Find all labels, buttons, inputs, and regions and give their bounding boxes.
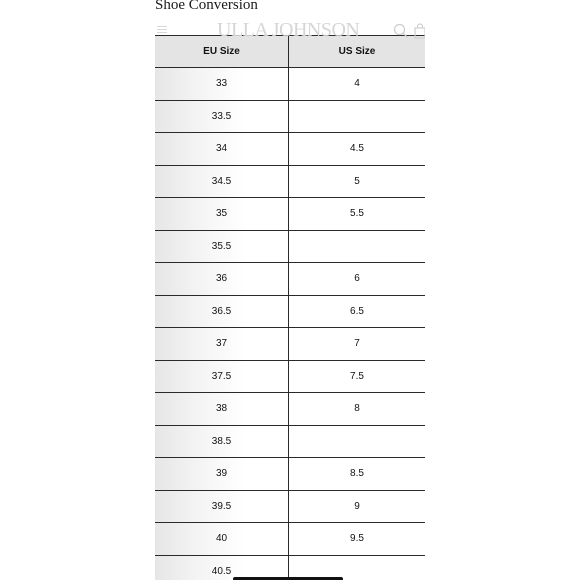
table-row <box>155 523 425 556</box>
us-size-cell: 4.5 <box>289 133 425 165</box>
table-row <box>155 133 425 166</box>
us-size-cell: 5 <box>289 166 425 198</box>
us-size-cell <box>289 426 425 458</box>
eu-size-cell: 34 <box>155 133 289 165</box>
brand-logo[interactable]: ULLA JOHNSON <box>217 19 360 41</box>
table-row <box>155 198 425 231</box>
us-size-cell: 4 <box>289 68 425 100</box>
us-size-cell: 6.5 <box>289 296 425 328</box>
us-size-cell: 8 <box>289 393 425 425</box>
us-size-cell: 9.5 <box>289 523 425 555</box>
table-row <box>155 101 425 134</box>
eu-size-cell: 40.5 <box>155 556 289 580</box>
search-icon[interactable] <box>393 23 409 39</box>
us-size-cell: 7 <box>289 328 425 360</box>
eu-size-cell: 37.5 <box>155 361 289 393</box>
shopping-bag-icon[interactable] <box>414 23 425 39</box>
column-header-eu: EU Size <box>155 36 289 67</box>
us-size-cell: 5.5 <box>289 198 425 230</box>
page-title: Shoe Conversion <box>155 0 258 13</box>
eu-size-cell: 34.5 <box>155 166 289 198</box>
table-row <box>155 458 425 491</box>
eu-size-cell: 39 <box>155 458 289 490</box>
table-row <box>155 296 425 329</box>
table-row <box>155 231 425 264</box>
us-size-cell: 9 <box>289 491 425 523</box>
eu-size-cell: 39.5 <box>155 491 289 523</box>
table-row <box>155 68 425 101</box>
us-size-cell <box>289 231 425 263</box>
site-header <box>155 14 425 41</box>
us-size-cell: 6 <box>289 263 425 295</box>
eu-size-cell: 33.5 <box>155 101 289 133</box>
table-row <box>155 393 425 426</box>
table-row <box>155 328 425 361</box>
table-row <box>155 426 425 459</box>
table-row <box>155 263 425 296</box>
size-conversion-table <box>155 35 425 580</box>
table-row <box>155 491 425 524</box>
eu-size-cell: 38 <box>155 393 289 425</box>
column-header-us: US Size <box>289 36 425 67</box>
menu-icon[interactable] <box>157 26 167 34</box>
eu-size-cell: 40 <box>155 523 289 555</box>
us-size-cell: 8.5 <box>289 458 425 490</box>
table-row <box>155 361 425 394</box>
eu-size-cell: 37 <box>155 328 289 360</box>
eu-size-cell: 35 <box>155 198 289 230</box>
eu-size-cell: 36.5 <box>155 296 289 328</box>
us-size-cell <box>289 101 425 133</box>
table-row <box>155 166 425 199</box>
eu-size-cell: 35.5 <box>155 231 289 263</box>
eu-size-cell: 38.5 <box>155 426 289 458</box>
eu-size-cell: 36 <box>155 263 289 295</box>
us-size-cell: 7.5 <box>289 361 425 393</box>
eu-size-cell: 33 <box>155 68 289 100</box>
phone-screen <box>155 0 425 580</box>
